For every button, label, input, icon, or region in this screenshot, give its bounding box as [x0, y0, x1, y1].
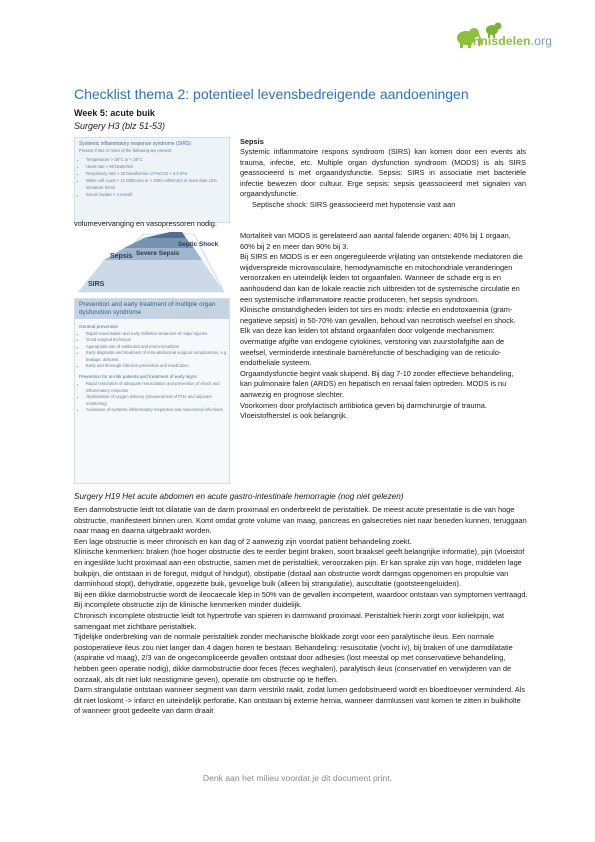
- sepsis-section: [240, 137, 526, 211]
- prevention-item: • Good surgical technique: [86, 337, 229, 343]
- sirs-box-title: Systemic inflammatory response syndrome (SIRS): [79, 141, 191, 147]
- logo-text: Knnisdelen.org: [464, 34, 553, 48]
- body-paragraph: Tijdelijke onderbreking van de normale peristaltiek zonder mechanische blokkade zorgt voor een paralytische ileus. Een normale postoperatieve ileus zou niet langer dan 4 dagen horen te bestaan. Behandeling: resuscitatie (vocht iv), bij braken of une darmdilatatie (aspiratie vd maag), 2/3 van de ongecompliceerde gevallen ontstaat door adhesies (lost meestal op met conservatieve behandeling, hebben geen operatie nodig), dikke darmobstructie door feces (feces weghalen), paralytisch ileus (conservatief en verwijderen van de oorzaak, als dit niet lukt neostigmine geven), operatie om obstructie op te heffen.: [74, 632, 513, 684]
- sirs-criteria-box: [74, 137, 230, 223]
- obstruction-section: [74, 505, 528, 717]
- sirs-box-intro: Present if two or more of the following are present:: [79, 148, 173, 153]
- prevention-item: • Appropriate use of antibiotics and immunonutrition: [86, 344, 229, 350]
- body-paragraph: Darm strangulatie ontstaan wanneer segment van darm verstrikt raakt, zodat lumen gedobstrueerd wordt en bloedtoevoer verminderd. Als dit niet loskomt -> infarct en uiteindelijk perforatie. Kan ontstaan bij externe hernia, wanneer darmlussen vast komen te zitten in buikholte of wanneer groot gedeelte van darm draait: [74, 685, 526, 716]
- prevention-item: • Early diagnosis and treatment of intra-abdominal surgical complications, e.g. leakage, abscess: [86, 350, 229, 363]
- prevention-item: • Avoidance of systemic inflammatory responses and nosocomial infections: [86, 407, 229, 413]
- body-paragraph: Chronisch incomplete obstructie leidt tot hypertrofie van spieren in darmwand proximaal. Peristaltiek hierin zorgt voor koliekpijn, wat samengaat met zichtbare peristaltiek.: [74, 610, 505, 631]
- diagram-label: Severe Sepsis: [136, 250, 180, 257]
- prevention-item: • Early and thorough infection prevention and eradication: [86, 363, 229, 369]
- general-prevention-heading: General prevention: [79, 324, 119, 329]
- prevention-item: • Optimisation of oxygen delivery (measurement of PO2 and adjuvant monitoring): [86, 394, 229, 407]
- mods-prevention-box: [74, 298, 230, 484]
- prevention-box-title: Prevention and early treatment of multiple organ dysfunction syndrome: [75, 299, 229, 319]
- mods-section: [240, 231, 526, 422]
- body-paragraph: Klinische omstandigheden leiden tot sirs en mods: infectie en endotoxaemia (gram-negatieve sepsis) in 50-70% van gevallen, behoud van necrotisch weefsel en shock. Elk van deze kan leiden tot afstand orgaanfalen door volgende mechanismen: overmatige afgifte van endogene cytokines, verstoring van zuurstofafgifte aan de weefsel, verminderde intestinale barrièrefunctie of beschadiging van de reticulo-endotheliale systeem.: [240, 305, 516, 368]
- chapter-heading: Surgery H3 (blz 51-53): [74, 121, 166, 131]
- diagram-label: Septic Shock: [178, 241, 219, 248]
- sirs-criterion: • Heart rate > 90 beats/min: [86, 163, 229, 170]
- sepsis-pyramid-diagram: [74, 230, 230, 294]
- body-paragraph: Bij SIRS en MODS is er een ongereguleerde vrijlating van ontstekende mediatoren die wijdverspreide microvasculaire, hemodynamische en mitochondriale veranderingen veroorzaken en uiteindelijk leiden tot orgaanfalen. Wanneer de schade erg is en aanhoudend dan kan de lokale reactie zich uitbreiden tot de systemische circulatie en een systemische inflammatoire reactie produceren, het sepsis syndroom.: [240, 252, 523, 304]
- footer-note: Denk aan het milieu voordat je dit document print.: [202, 773, 393, 783]
- body-paragraph: volumevervanging en vasopressoren nodig.: [74, 219, 217, 228]
- kennisdelen-logo[interactable]: [452, 20, 578, 58]
- body-paragraph: Bij een dikke darmobstructie wordt de ileocaecale klep in 50% van de gevallen incompetent, waardoor ontstaan van symptomen vertraagd. Bij incomplete obstructie zijn de klinische kenmerken minder duidelijk.: [74, 589, 528, 610]
- diagram-label: SIRS: [88, 281, 105, 288]
- body-paragraph: Mortaliteit van MODS is gerelateerd aan aantal falende organen: 40% bij 1 orgaan, 60% bij 2 en meer dan 90% bij 3.: [240, 231, 511, 251]
- diagram-label: Sepsis: [110, 253, 133, 260]
- body-paragraph: Een darmobstructie leidt tot dilatatie van de darm proximaal en onderbreekt de peristaltiek. De meest acute presentatie is die van hoge obstructie, manifesteert binnen uren. Komt omdat grote volume van maag, pancreas en galsecreties niet naar beneden kunnen, teruggaan naar maag en daarna uitgebraakt worden.: [74, 505, 527, 536]
- wrap-line: [74, 219, 528, 230]
- prevention-item: • Rapid restoration of adequate resuscitation and prevention of shock and inflammatory response: [86, 381, 229, 394]
- week-heading: Week 5: acute buik: [74, 108, 155, 118]
- body-paragraph: Klinische kenmerken: braken (hoe hoger obstructie des te eerder begint braken, soort braaksel geeft belangrijke informatie), pijn (vloeistof en ingeslikte lucht proximaal aan een obstructie, samen met de peristaltiek, veroorzaken pijn. Er kan sprake zijn van hoge, middelen lage buikpijn, die ontstaan in de foregut, midgut of hindgut), obstipatie (distaal aan obstructie wordt darmgas opgenomen en propulsie van darminhoud stopt), dehydratie, opgezette buik, gevoelige buik (alleen bij strangulatie), auscultatie (gootsteengeluiden).: [74, 547, 525, 589]
- chapter-h19-heading: Surgery H19 Het acute abdomen en acute gastro-intestinale hemorragie (nog niet gelezen): [74, 492, 404, 501]
- body-paragraph: Septische shock: SIRS geassocieerd met hypotensie vast aan: [252, 199, 456, 209]
- sirs-criterion: • White cell count > 12 000/mm3 or < 4000 cells/mm3 or more than 10% immature forms: [86, 177, 229, 191]
- sirs-criterion: • Serum lactate > 4 mmol/l: [86, 191, 229, 198]
- body-paragraph: Orgaandysfunctie begint vaak sluipend. Bij dag 7-10 zonder effectieve behandeling, kan pulmonaire falen (ARDS) en hepatisch en renaal falen optreden. MODS is nu aanwezig en prognose slechter.: [240, 368, 514, 399]
- sirs-criterion: • Temperature > 38°C or < 36°C: [86, 156, 229, 163]
- sepsis-heading: Sepsis: [240, 137, 264, 146]
- risk-prevention-heading: Prevention for at-risk patients and treatment of early signs: [79, 374, 197, 380]
- body-paragraph: Voorkomen door profylactisch antibiotica geven bij darmchirurgie of trauma. Vloeistofherstel is ook belangrijk.: [240, 400, 487, 421]
- sirs-criterion: • Respiratory rate > 20 breaths/min or PaCO2 < 4.3 kPa: [86, 170, 229, 177]
- body-paragraph: Een lage obstructie is meer chronisch en kan dag of 2 aanwezig zijn voordat patiënt behandeling zoekt.: [74, 536, 412, 546]
- page-title: Checklist thema 2: potentieel levensbedreigende aandoeningen: [74, 86, 469, 102]
- body-paragraph: Systemic inflammatoire respons syndroom (SIRS) kan komen door een events als trauma, infectie, etc. Multiple organ dysfunction syndroom (MODS) is als SIRS geassocieerd is met orgaandysfunctie. Sepsis: SIRS in associatie met bacteriële infectie bewezen door cultuur. Erge sepsis: sepsis geassocieerd met signalen van orgaandysfunctie.: [240, 147, 526, 199]
- prevention-item: • Rapid resuscitation and early definitive treatment of major injuries: [86, 331, 229, 337]
